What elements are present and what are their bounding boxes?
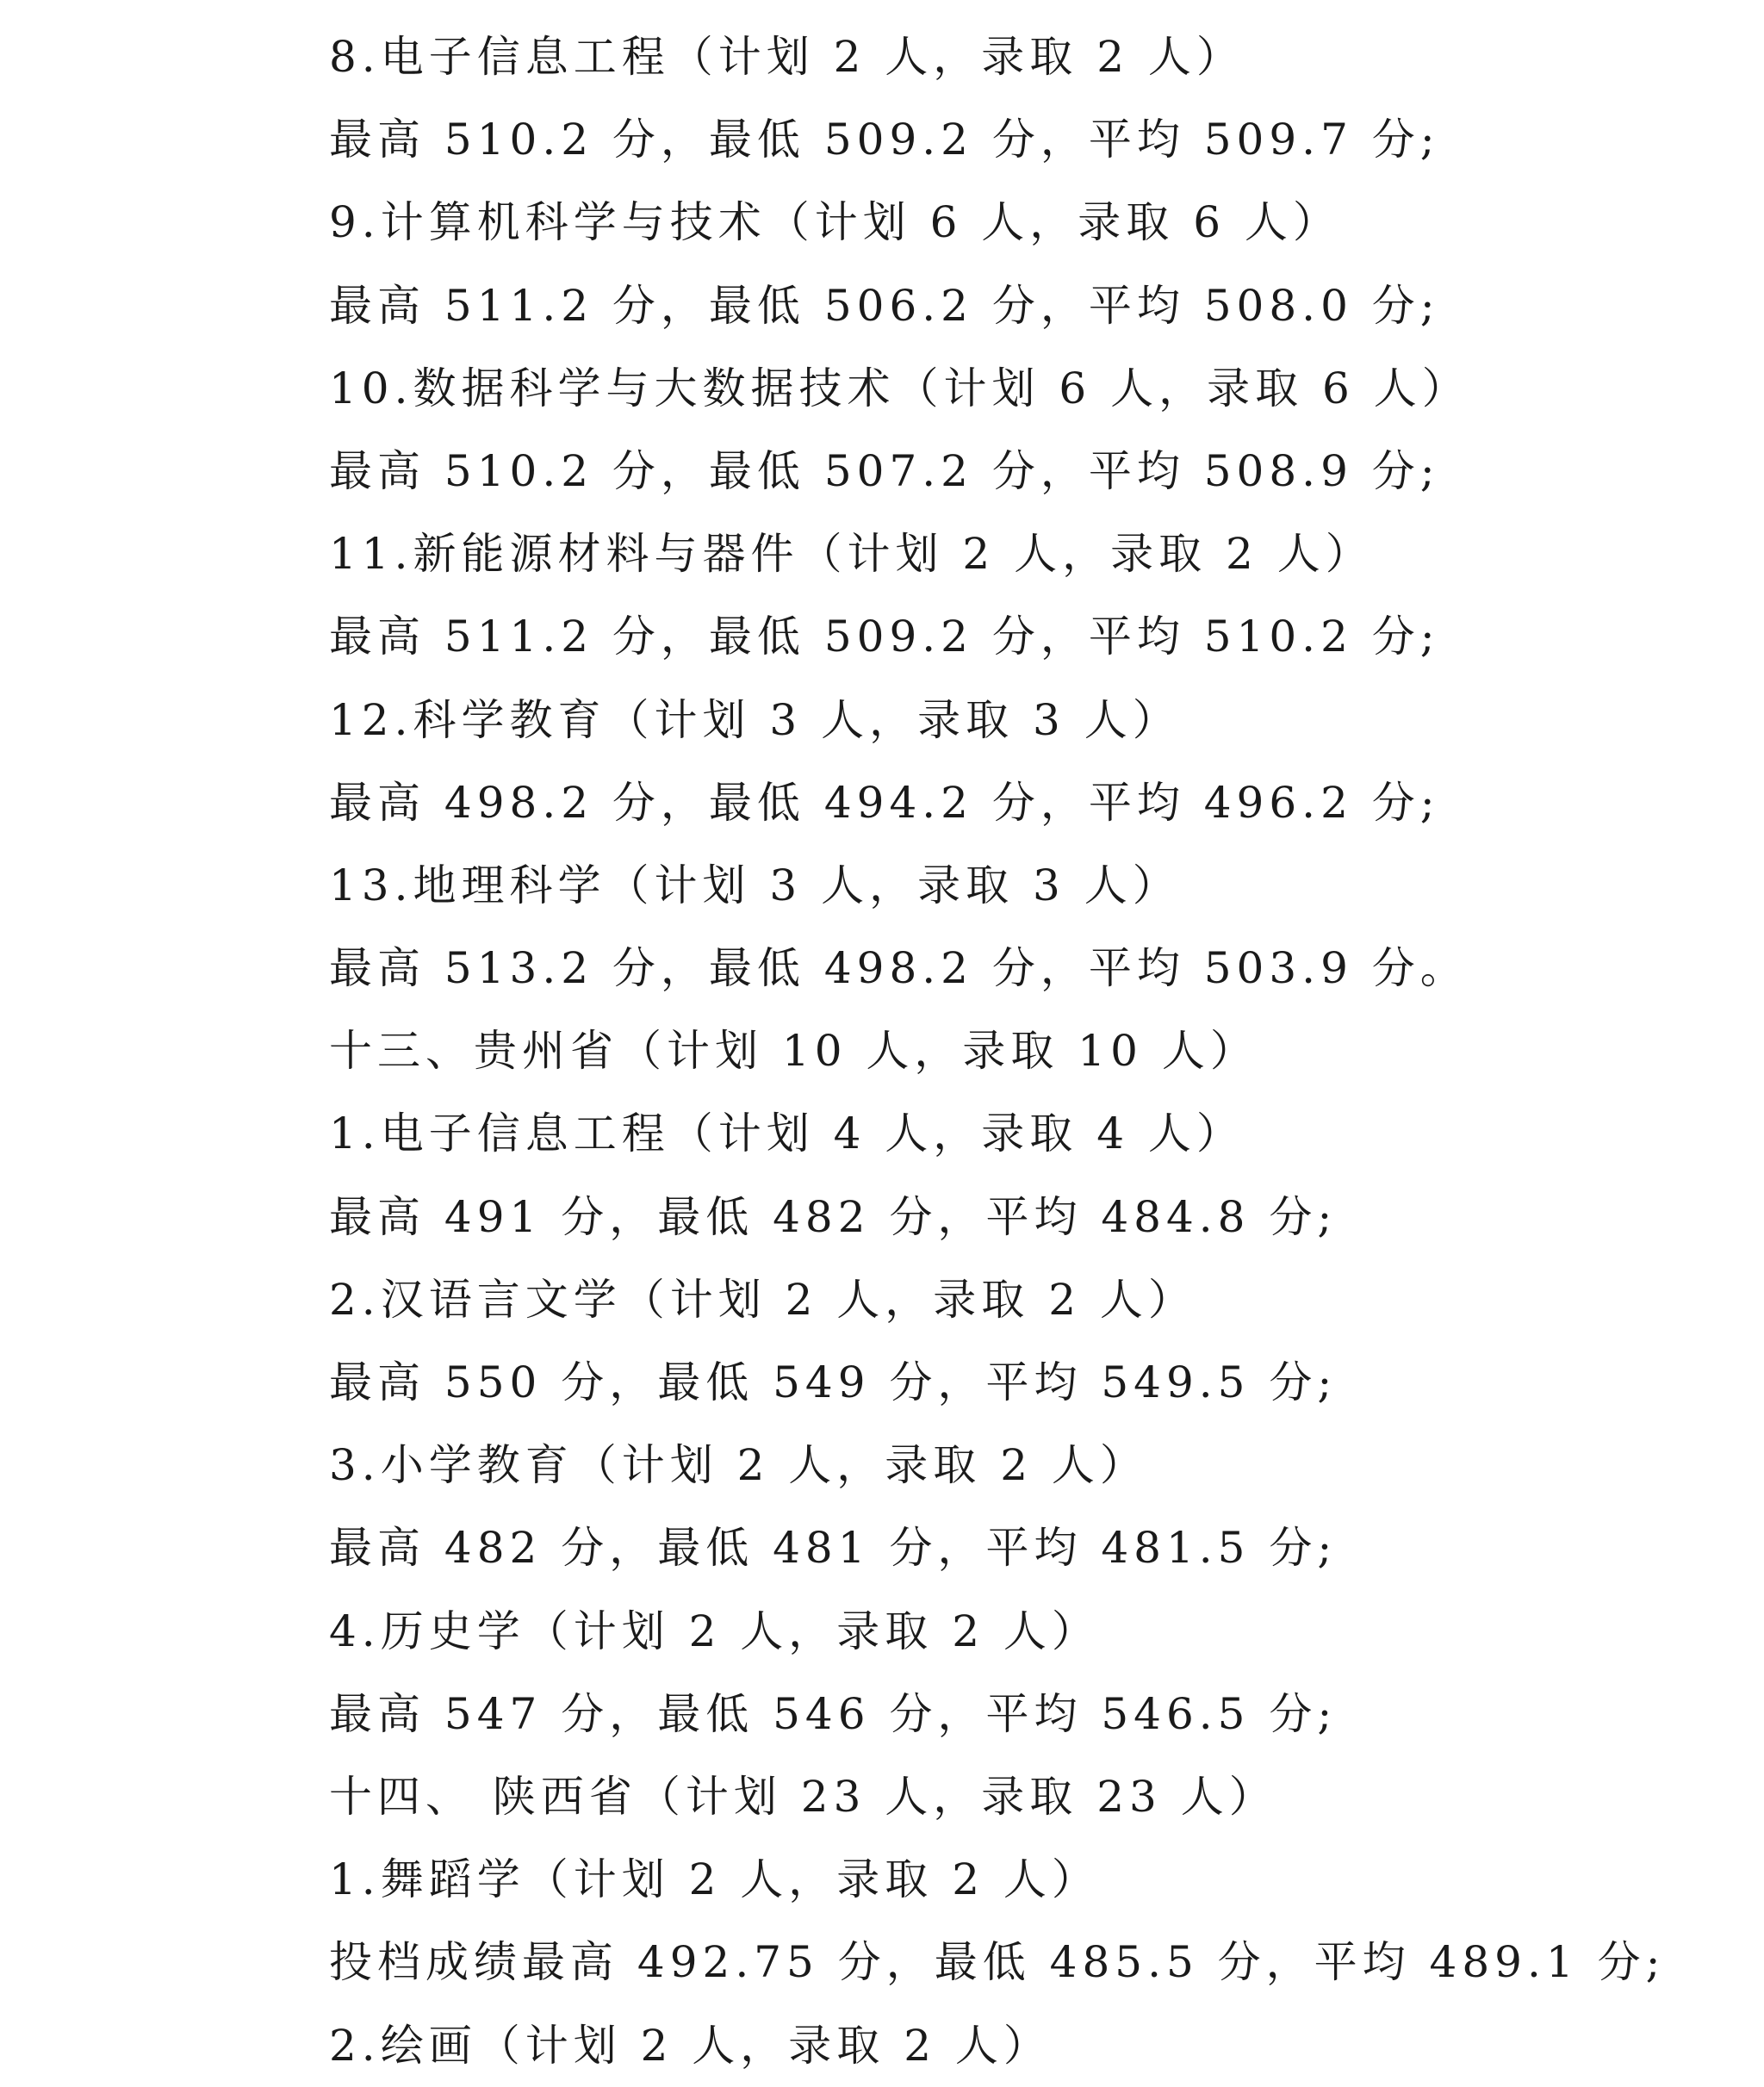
text-line: 投档成绩最高 492.75 分，最低 485.5 分，平均 489.1 分; <box>329 1937 1666 1988</box>
text-line: 1.舞蹈学（计划 2 人，录取 2 人） <box>329 1854 1100 1905</box>
text-line: 最高 511.2 分，最低 509.2 分，平均 510.2 分; <box>329 612 1440 662</box>
text-line: 最高 491 分，最低 482 分，平均 484.8 分; <box>329 1191 1338 1242</box>
text-line: 最高 510.2 分，最低 509.2 分，平均 509.7 分; <box>329 115 1440 165</box>
text-line: 最高 550 分，最低 549 分，平均 549.5 分; <box>329 1357 1338 1407</box>
text-line: 13.地理科学（计划 3 人，录取 3 人） <box>329 860 1181 910</box>
text-line: 9.计算机科学与技术（计划 6 人，录取 6 人） <box>329 197 1341 248</box>
text-line: 最高 498.2 分，最低 494.2 分，平均 496.2 分; <box>329 777 1440 828</box>
text-line: 最高 513.2 分，最低 498.2 分，平均 503.9 分。 <box>329 943 1469 994</box>
text-line: 最高 482 分，最低 481 分，平均 481.5 分; <box>329 1523 1338 1574</box>
text-line: 4.历史学（计划 2 人，录取 2 人） <box>329 1606 1100 1656</box>
text-line: 3.小学教育（计划 2 人，录取 2 人） <box>329 1440 1148 1491</box>
section-heading: 十三、贵州省（计划 10 人，录取 10 人） <box>329 1026 1258 1077</box>
section-heading: 十四、 陕西省（计划 23 人，录取 23 人） <box>329 1771 1277 1822</box>
text-line: 2.汉语言文学（计划 2 人，录取 2 人） <box>329 1274 1196 1325</box>
text-line: 8.电子信息工程（计划 2 人，录取 2 人） <box>329 32 1245 82</box>
document-body <box>329 16 1724 2087</box>
text-line: 2.绘画（计划 2 人，录取 2 人） <box>329 2020 1052 2071</box>
text-line: 最高 547 分，最低 546 分，平均 546.5 分; <box>329 1688 1338 1739</box>
text-line: 12.科学教育（计划 3 人，录取 3 人） <box>329 694 1181 745</box>
text-line: 1.电子信息工程（计划 4 人，录取 4 人） <box>329 1109 1245 1159</box>
text-line: 11.新能源材料与器件（计划 2 人，录取 2 人） <box>329 529 1374 580</box>
text-line: 10.数据科学与大数据技术（计划 6 人，录取 6 人） <box>329 363 1470 413</box>
text-line: 最高 510.2 分，最低 507.2 分，平均 508.9 分; <box>329 445 1440 496</box>
text-line: 最高 511.2 分，最低 506.2 分，平均 508.0 分; <box>329 280 1440 331</box>
